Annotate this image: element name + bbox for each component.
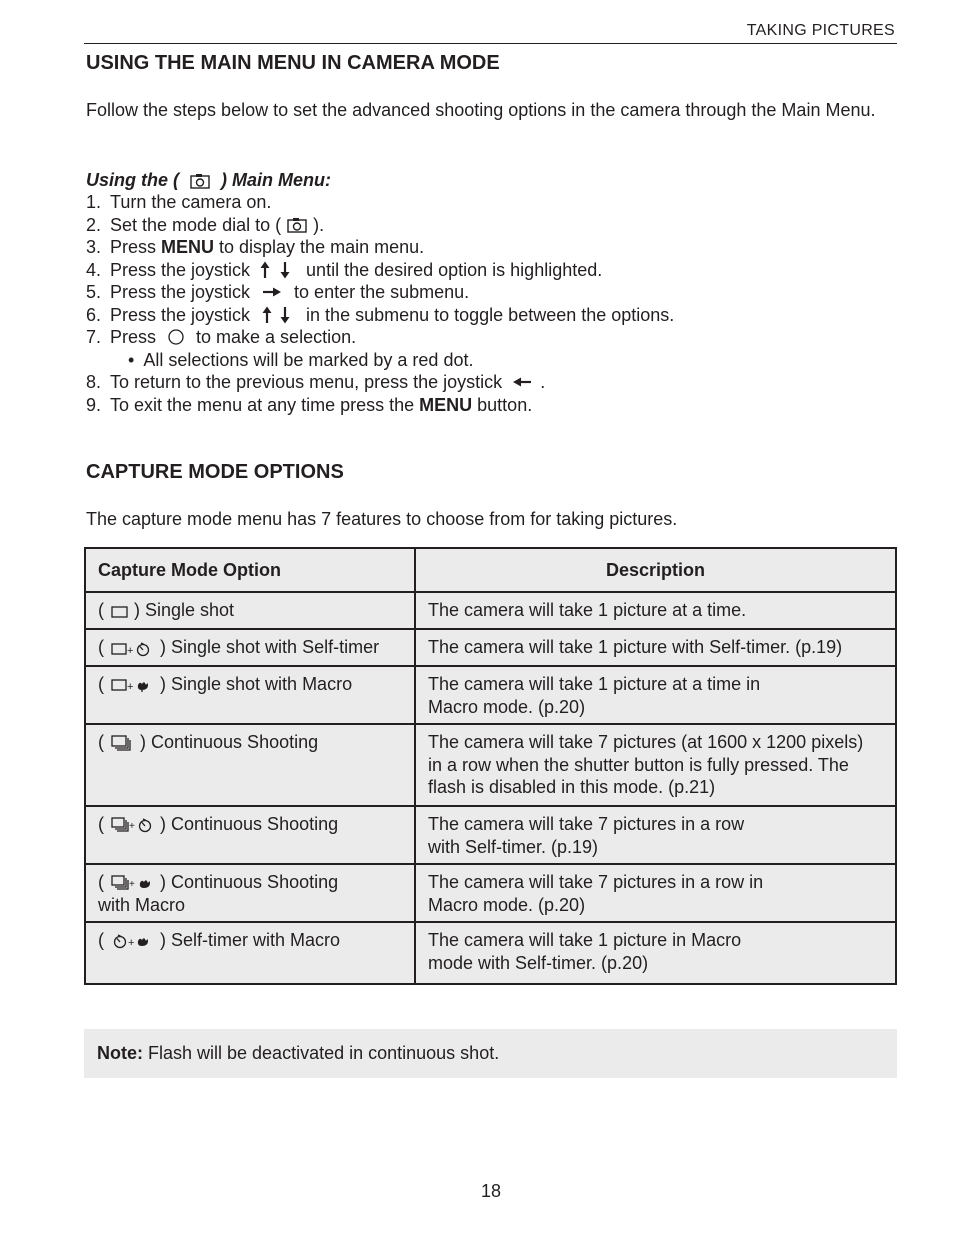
description-cell — [415, 922, 896, 984]
option-paren: ( — [98, 814, 104, 834]
step-number: 9. — [86, 394, 102, 415]
table-row — [85, 629, 896, 666]
main-menu-subheading — [86, 169, 331, 191]
continuous-macro-icon — [110, 874, 156, 892]
step-9 — [86, 394, 674, 417]
option-cell — [85, 592, 415, 629]
step-text: Press — [110, 237, 162, 257]
step-text-end: until the desired option is highlighted. — [306, 259, 603, 280]
step-number: 2. — [86, 214, 102, 235]
description-line: The camera will take 1 picture with Self-timer. (p.19) — [428, 637, 843, 658]
svg-text:+: + — [128, 937, 135, 950]
main-menu-intro: Follow the steps below to set the advanced shooting options in the camera through the Main Menu. — [86, 100, 876, 120]
svg-text:+: + — [127, 644, 134, 657]
self-timer-macro-icon — [110, 933, 156, 949]
menu-button-label: MENU — [419, 394, 473, 415]
bullet-mark: • — [128, 349, 135, 370]
description-line: Macro mode. (p.20) — [428, 894, 586, 915]
option-cell — [85, 629, 415, 666]
table-row — [85, 592, 896, 629]
continuous-shooting-icon — [110, 734, 136, 752]
description-line: Macro mode. (p.20) — [428, 696, 586, 717]
joystick-right-icon — [262, 286, 282, 298]
description-cell — [415, 724, 896, 806]
capture-mode-table — [84, 547, 897, 985]
description-line: The camera will take 7 pictures in a row in — [428, 872, 764, 892]
description-cell — [415, 629, 896, 666]
step-text: Press the joystick — [110, 304, 251, 325]
step-text: Set the mode dial to ( — [110, 214, 282, 235]
single-shot-macro-icon — [110, 677, 156, 693]
step-text: Press — [110, 327, 157, 347]
step-7-bullet — [86, 349, 674, 372]
step-text: Press the joystick — [110, 282, 251, 302]
option-label: ) Single shot with Macro — [160, 674, 353, 694]
step-number: 6. — [86, 304, 102, 325]
capture-mode-heading: CAPTURE MODE OPTIONS — [86, 461, 344, 483]
camera-mode-icon — [287, 217, 307, 233]
column-header-description: Description — [415, 548, 896, 592]
description-cell — [415, 666, 896, 724]
step-text-end: . — [540, 372, 546, 392]
page-number: 18 — [480, 1181, 502, 1201]
svg-text:+: + — [129, 879, 135, 891]
note-text: Flash will be deactivated in continuous shot. — [143, 1043, 500, 1063]
step-text: To exit the menu at any time press the — [110, 394, 420, 415]
svg-text:+: + — [127, 681, 134, 694]
single-shot-icon — [110, 605, 130, 619]
step-text-end: to make a selection. — [196, 327, 357, 347]
step-text-end: to display the main menu. — [214, 237, 425, 257]
subheading-pre: Using the ( — [86, 170, 179, 190]
subheading-post: ) Main Menu: — [221, 170, 332, 190]
table-row — [85, 864, 896, 922]
option-paren: ( — [98, 732, 104, 752]
step-2 — [86, 214, 674, 237]
option-label: ) Single shot with Self-timer — [160, 637, 380, 658]
description-line: mode with Self-timer. (p.20) — [428, 952, 649, 973]
description-line: The camera will take 1 picture at a time. — [428, 600, 747, 621]
table-row — [85, 666, 896, 724]
step-number: 8. — [86, 372, 102, 392]
menu-button-label: MENU — [161, 237, 215, 257]
running-header: TAKING PICTURES — [746, 22, 895, 39]
option-label: ) Continuous Shooting — [160, 872, 339, 892]
option-paren: ( — [98, 674, 104, 694]
table-row — [85, 806, 896, 864]
option-cell — [85, 724, 415, 806]
step-3 — [86, 236, 674, 259]
step-number: 3. — [86, 237, 102, 257]
description-line: The camera will take 1 picture in Macro — [428, 930, 742, 950]
step-text: To return to the previous menu, press the joystick — [110, 372, 503, 392]
option-paren: ( — [98, 637, 104, 658]
option-label: ) Continuous Shooting — [160, 814, 339, 834]
bullet-text: All selections will be marked by a red dot. — [143, 349, 474, 370]
option-label: ) Continuous Shooting — [140, 732, 319, 752]
step-4 — [86, 259, 674, 282]
step-number: 5. — [86, 282, 102, 302]
svg-text:+: + — [129, 821, 135, 833]
description-line: with Self-timer. (p.19) — [428, 836, 599, 857]
table-header-row — [85, 548, 896, 592]
table-row — [85, 922, 896, 984]
option-cell — [85, 922, 415, 984]
step-text-end: ). — [313, 214, 325, 235]
capture-mode-intro: The capture mode menu has 7 features to choose from for taking pictures. — [86, 509, 678, 529]
option-paren: ( — [98, 600, 104, 621]
description-line: in a row when the shutter button is fully pressed. The — [428, 754, 849, 775]
single-shot-self-timer-icon — [110, 641, 156, 657]
step-7 — [86, 326, 674, 349]
option-paren: ( — [98, 930, 104, 950]
step-6 — [86, 304, 674, 327]
description-cell — [415, 806, 896, 864]
option-paren: ( — [98, 872, 104, 892]
joystick-left-icon — [512, 376, 532, 388]
camera-mode-icon — [190, 173, 210, 189]
joystick-up-down-icon — [262, 306, 292, 324]
option-cell — [85, 666, 415, 724]
description-line: The camera will take 7 pictures (at 1600 x 1200 pixels) — [428, 732, 864, 752]
description-cell — [415, 592, 896, 629]
option-cell — [85, 806, 415, 864]
description-line: The camera will take 1 picture at a time in — [428, 674, 761, 694]
step-text-end: in the submenu to toggle between the options. — [306, 304, 675, 325]
step-5 — [86, 281, 674, 304]
step-text-end: to enter the submenu. — [294, 282, 470, 302]
option-label: ) Self-timer with Macro — [160, 930, 341, 950]
option-cell — [85, 864, 415, 922]
step-number: 7. — [86, 327, 102, 347]
ok-button-icon — [168, 329, 184, 345]
step-text-end: button. — [472, 394, 533, 415]
note-label: Note: — [97, 1043, 143, 1063]
main-menu-heading: USING THE MAIN MENU IN CAMERA MODE — [86, 52, 500, 74]
description-line: The camera will take 7 pictures in a row — [428, 814, 745, 834]
joystick-up-down-icon — [260, 261, 292, 279]
column-header-option: Capture Mode Option — [85, 548, 415, 592]
description-cell — [415, 864, 896, 922]
step-text: Press the joystick — [110, 259, 251, 280]
description-line: flash is disabled in this mode. (p.21) — [428, 777, 716, 797]
table-row — [85, 724, 896, 806]
step-text: Turn the camera on. — [110, 192, 272, 212]
note-box — [84, 1029, 897, 1078]
step-number: 4. — [86, 259, 102, 280]
step-number: 1. — [86, 192, 102, 212]
step-8 — [86, 371, 674, 394]
option-label: ) Single shot — [134, 600, 235, 621]
main-menu-steps — [86, 191, 674, 416]
step-1 — [86, 191, 674, 214]
header-rule — [84, 43, 897, 44]
option-label-line2: with Macro — [98, 894, 186, 915]
continuous-self-timer-icon — [110, 816, 156, 834]
